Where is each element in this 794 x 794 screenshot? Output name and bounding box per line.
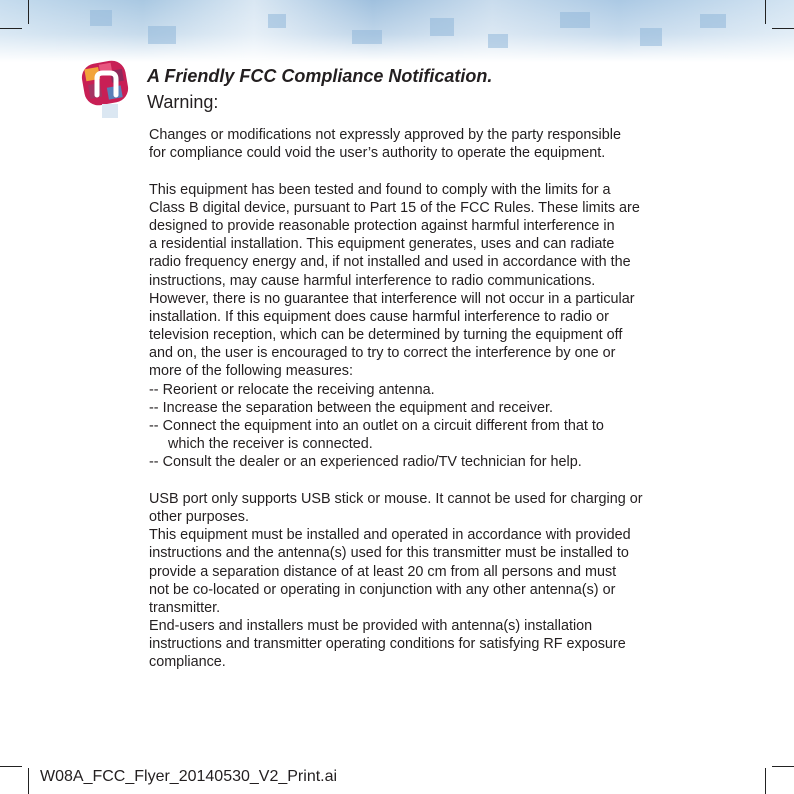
crop-mark: [0, 766, 22, 767]
text-line: This equipment has been tested and found to comply with the limits for a: [149, 181, 611, 198]
header-banner: [0, 0, 794, 62]
crop-mark: [28, 768, 29, 794]
crop-mark: [765, 768, 766, 794]
text-line: End-users and installers must be provided with antenna(s) installation: [149, 618, 593, 635]
text-line: Class B digital device, pursuant to Part 15 of the FCC Rules. These limits are: [149, 199, 640, 216]
banner-tile: [430, 18, 454, 36]
text-line: USB port only supports USB stick or mouse. It cannot be used for charging or: [149, 490, 643, 507]
text-line: instructions and transmitter operating conditions for satisfying RF exposure: [149, 636, 626, 653]
file-name-label: W08A_FCC_Flyer_20140530_V2_Print.ai: [40, 768, 338, 785]
text-line: more of the following measures:: [149, 363, 353, 380]
text-line: instructions and the antenna(s) used for this transmitter must be installed to: [149, 545, 629, 562]
text-line: transmitter.: [149, 599, 221, 616]
banner-tile: [148, 26, 176, 44]
list-item: -- Reorient or relocate the receiving antenna.: [149, 381, 435, 398]
measures-list: [149, 381, 739, 472]
crop-mark: [765, 0, 766, 24]
list-item-continuation: which the receiver is connected.: [168, 436, 373, 453]
banner-tile: [700, 14, 726, 28]
text-line: However, there is no guarantee that interference will not occur in a particular: [149, 290, 635, 307]
text-line: a residential installation. This equipment generates, uses and can radiate: [149, 236, 615, 253]
paragraph-usb: [149, 490, 739, 526]
text-line: radio frequency energy and, if not installed and used in accordance with the: [149, 254, 631, 271]
text-line: not be co-located or operating in conjunction with any other antenna(s) or: [149, 581, 616, 598]
crop-mark: [772, 766, 794, 767]
banner-tile: [352, 30, 382, 44]
text-line: designed to provide reasonable protection against harmful interference in: [149, 217, 615, 234]
text-line: television reception, which can be determined by turning the equipment off: [149, 327, 623, 344]
crop-mark: [0, 28, 22, 29]
crop-mark: [28, 0, 29, 24]
text-line: Changes or modifications not expressly approved by the party responsible: [149, 127, 621, 143]
text-line: compliance.: [149, 654, 226, 671]
list-item: -- Consult the dealer or an experienced radio/TV technician for help.: [149, 454, 582, 471]
paragraph-modifications: [149, 126, 739, 162]
banner-tile: [640, 28, 662, 46]
logo-shadow-tile: [102, 104, 118, 118]
page-title: A Friendly FCC Compliance Notification.: [147, 66, 493, 86]
text-line: other purposes.: [149, 508, 249, 525]
text-line: installation. If this equipment does cause harmful interference to radio or: [149, 308, 609, 325]
banner-tile: [90, 10, 112, 26]
banner-tile: [488, 34, 508, 48]
text-line: provide a separation distance of at least 20 cm from all persons and must: [149, 563, 617, 580]
text-line: and on, the user is encouraged to try to correct the interference by one or: [149, 345, 616, 362]
text-line: This equipment must be installed and operated in accordance with provided: [149, 527, 631, 544]
list-item: -- Increase the separation between the equipment and receiver.: [149, 399, 553, 416]
text-line: for compliance could void the user’s authority to operate the equipment.: [149, 145, 606, 162]
paragraph-antenna: [149, 526, 739, 617]
text-line: instructions, may cause harmful interference to radio communications.: [149, 272, 596, 289]
warning-heading: Warning:: [147, 92, 219, 112]
banner-tile: [268, 14, 286, 28]
brand-logo-icon: [80, 58, 136, 116]
paragraph-class-b: [149, 181, 739, 381]
crop-mark: [772, 28, 794, 29]
notice-body: [149, 126, 739, 672]
list-item: -- Connect the equipment into an outlet on a circuit different from that to: [149, 418, 604, 434]
banner-tile: [560, 12, 590, 28]
paragraph-end-users: [149, 617, 739, 672]
